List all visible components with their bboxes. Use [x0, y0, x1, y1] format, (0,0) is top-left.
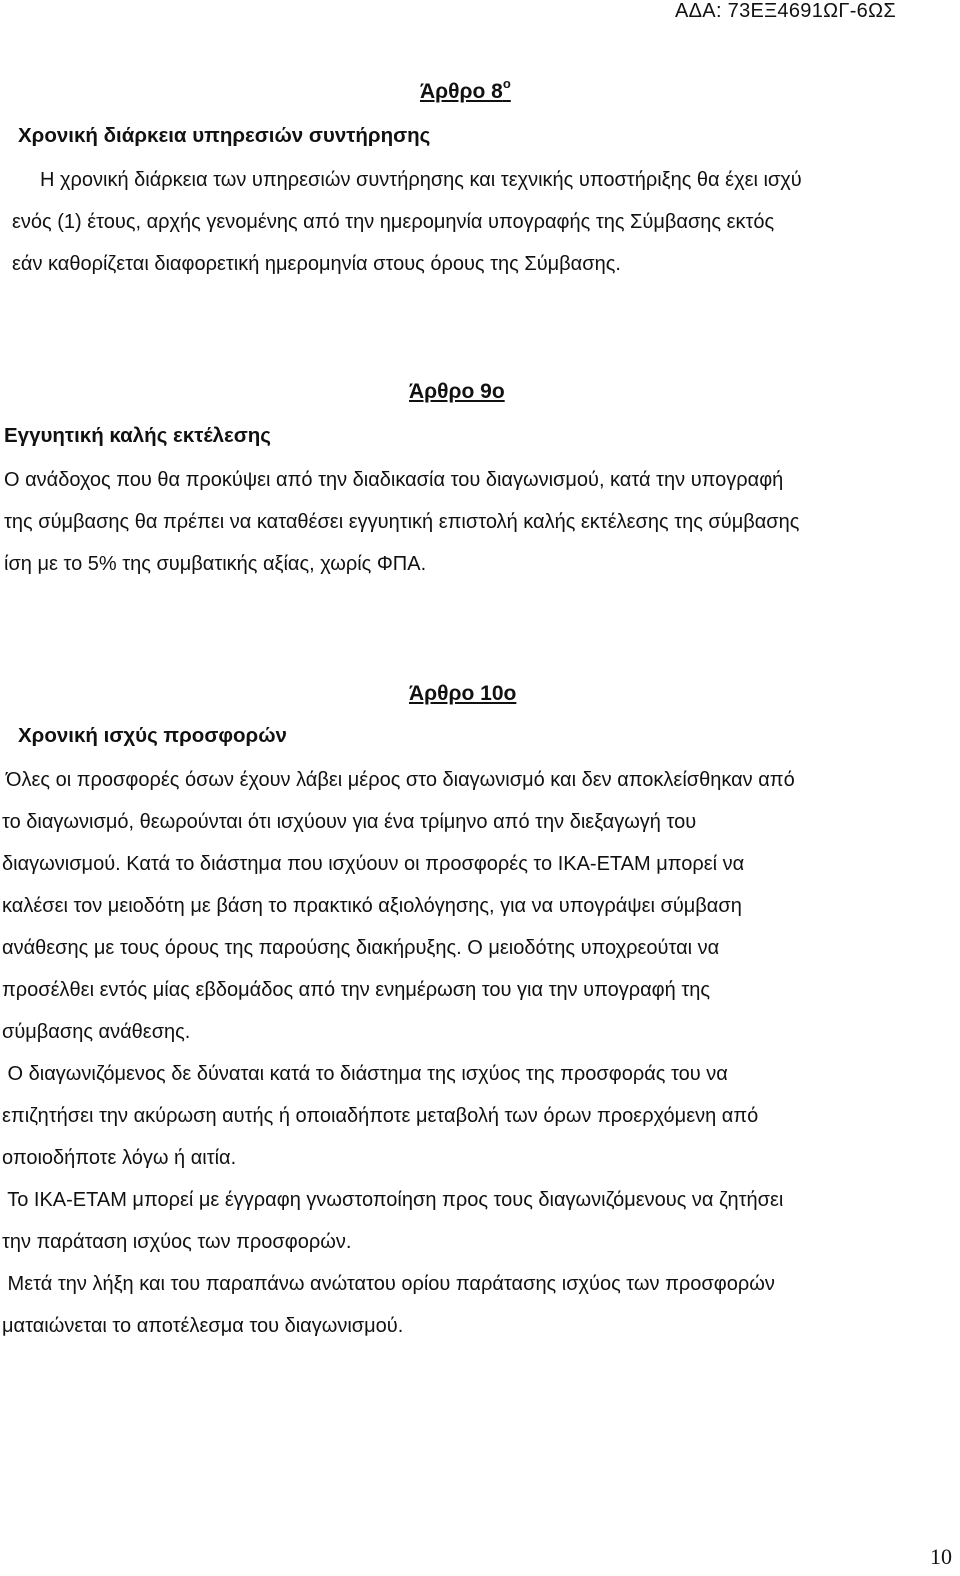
- page-number: 10: [930, 1544, 952, 1569]
- article-8-body: [12, 159, 955, 285]
- article-10-p2-line: οποιοδήποτε λόγω ή αιτία.: [2, 1147, 237, 1169]
- article-10-p3-line: την παράταση ισχύος των προσφορών.: [2, 1231, 352, 1253]
- article-10-title: Άρθρο 10ο: [409, 682, 517, 705]
- article-10-p2-line: Ο διαγωνιζόμενος δε δύναται κατά το διάστημα της ισχύος της προσφοράς του να: [2, 1063, 728, 1085]
- article-10-p1-line: διαγωνισμού. Κατά το διάστημα που ισχύουν οι προσφορές το ΙΚΑ-ΕΤΑΜ μπορεί να: [2, 853, 745, 875]
- article-9-line: ίση με το 5% της συμβατικής αξίας, χωρίς ΦΠΑ.: [4, 553, 427, 575]
- article-8-title-superscript: ο: [502, 76, 511, 91]
- ada-code: ΑΔΑ: 73ΕΞ4691ΩΓ-6ΩΣ: [675, 0, 896, 22]
- article-10-p4-line: Μετά την λήξη και του παραπάνω ανώτατου ορίου παράτασης ισχύος των προσφορών: [2, 1273, 775, 1295]
- article-10-p4-line: ματαιώνεται το αποτέλεσμα του διαγωνισμού.: [2, 1315, 404, 1337]
- article-10-p1-line: καλέσει τον μειοδότη με βάση το πρακτικό αξιολόγησης, για να υπογράψει σύμβαση: [2, 895, 742, 917]
- article-9-line: Ο ανάδοχος που θα προκύψει από την διαδικασία του διαγωνισμού, κατά την υπογραφή: [4, 469, 784, 491]
- article-9-title: Άρθρο 9ο: [409, 380, 505, 403]
- article-10-p1-line: Όλες οι προσφορές όσων έχουν λάβει μέρος στο διαγωνισμό και δεν αποκλείσθηκαν από: [6, 769, 795, 791]
- article-10-p1-line: σύμβασης ανάθεσης.: [2, 1021, 191, 1043]
- article-9-line: της σύμβασης θα πρέπει να καταθέσει εγγυητική επιστολή καλής εκτέλεσης της σύμβασης: [4, 511, 800, 533]
- article-10-p2-line: επιζητήσει την ακύρωση αυτής ή οποιαδήποτε μεταβολή των όρων προερχόμενη από: [2, 1105, 759, 1127]
- article-8-line: ενός (1) έτους, αρχής γενομένης από την ημερομηνία υπογραφής της Σύμβασης εκτός: [12, 211, 775, 233]
- article-8-line: εάν καθορίζεται διαφορετική ημερομηνία στους όρους της Σύμβασης.: [12, 253, 621, 275]
- article-10-p1-line: το διαγωνισμό, θεωρούνται ότι ισχύουν για ένα τρίμηνο από την διεξαγωγή του: [2, 811, 697, 833]
- article-8-heading: Χρονική διάρκεια υπηρεσιών συντήρησης: [18, 124, 431, 147]
- article-10-p1-line: ανάθεσης με τους όρους της παρούσης διακήρυξης. Ο μειοδότης υποχρεούται να: [2, 937, 720, 959]
- article-8-line: Η χρονική διάρκεια των υπηρεσιών συντήρησης και τεχνικής υποστήριξης θα έχει ισχύ: [40, 169, 802, 191]
- article-8-title: [420, 78, 511, 104]
- article-9-heading: Εγγυητική καλής εκτέλεσης: [4, 424, 271, 447]
- article-8-title-text: Άρθρο 8: [420, 80, 503, 103]
- article-10-heading: Χρονική ισχύς προσφορών: [18, 724, 287, 747]
- article-10-p3-line: Το ΙΚΑ-ΕΤΑΜ μπορεί με έγγραφη γνωστοποίηση προς τους διαγωνιζόμενους να ζητήσει: [2, 1189, 784, 1211]
- article-10-p1-line: προσέλθει εντός μίας εβδομάδος από την ενημέρωση του για την υπογραφή της: [2, 979, 710, 1001]
- article-10-body: [2, 759, 954, 1347]
- article-9-body: [4, 459, 954, 585]
